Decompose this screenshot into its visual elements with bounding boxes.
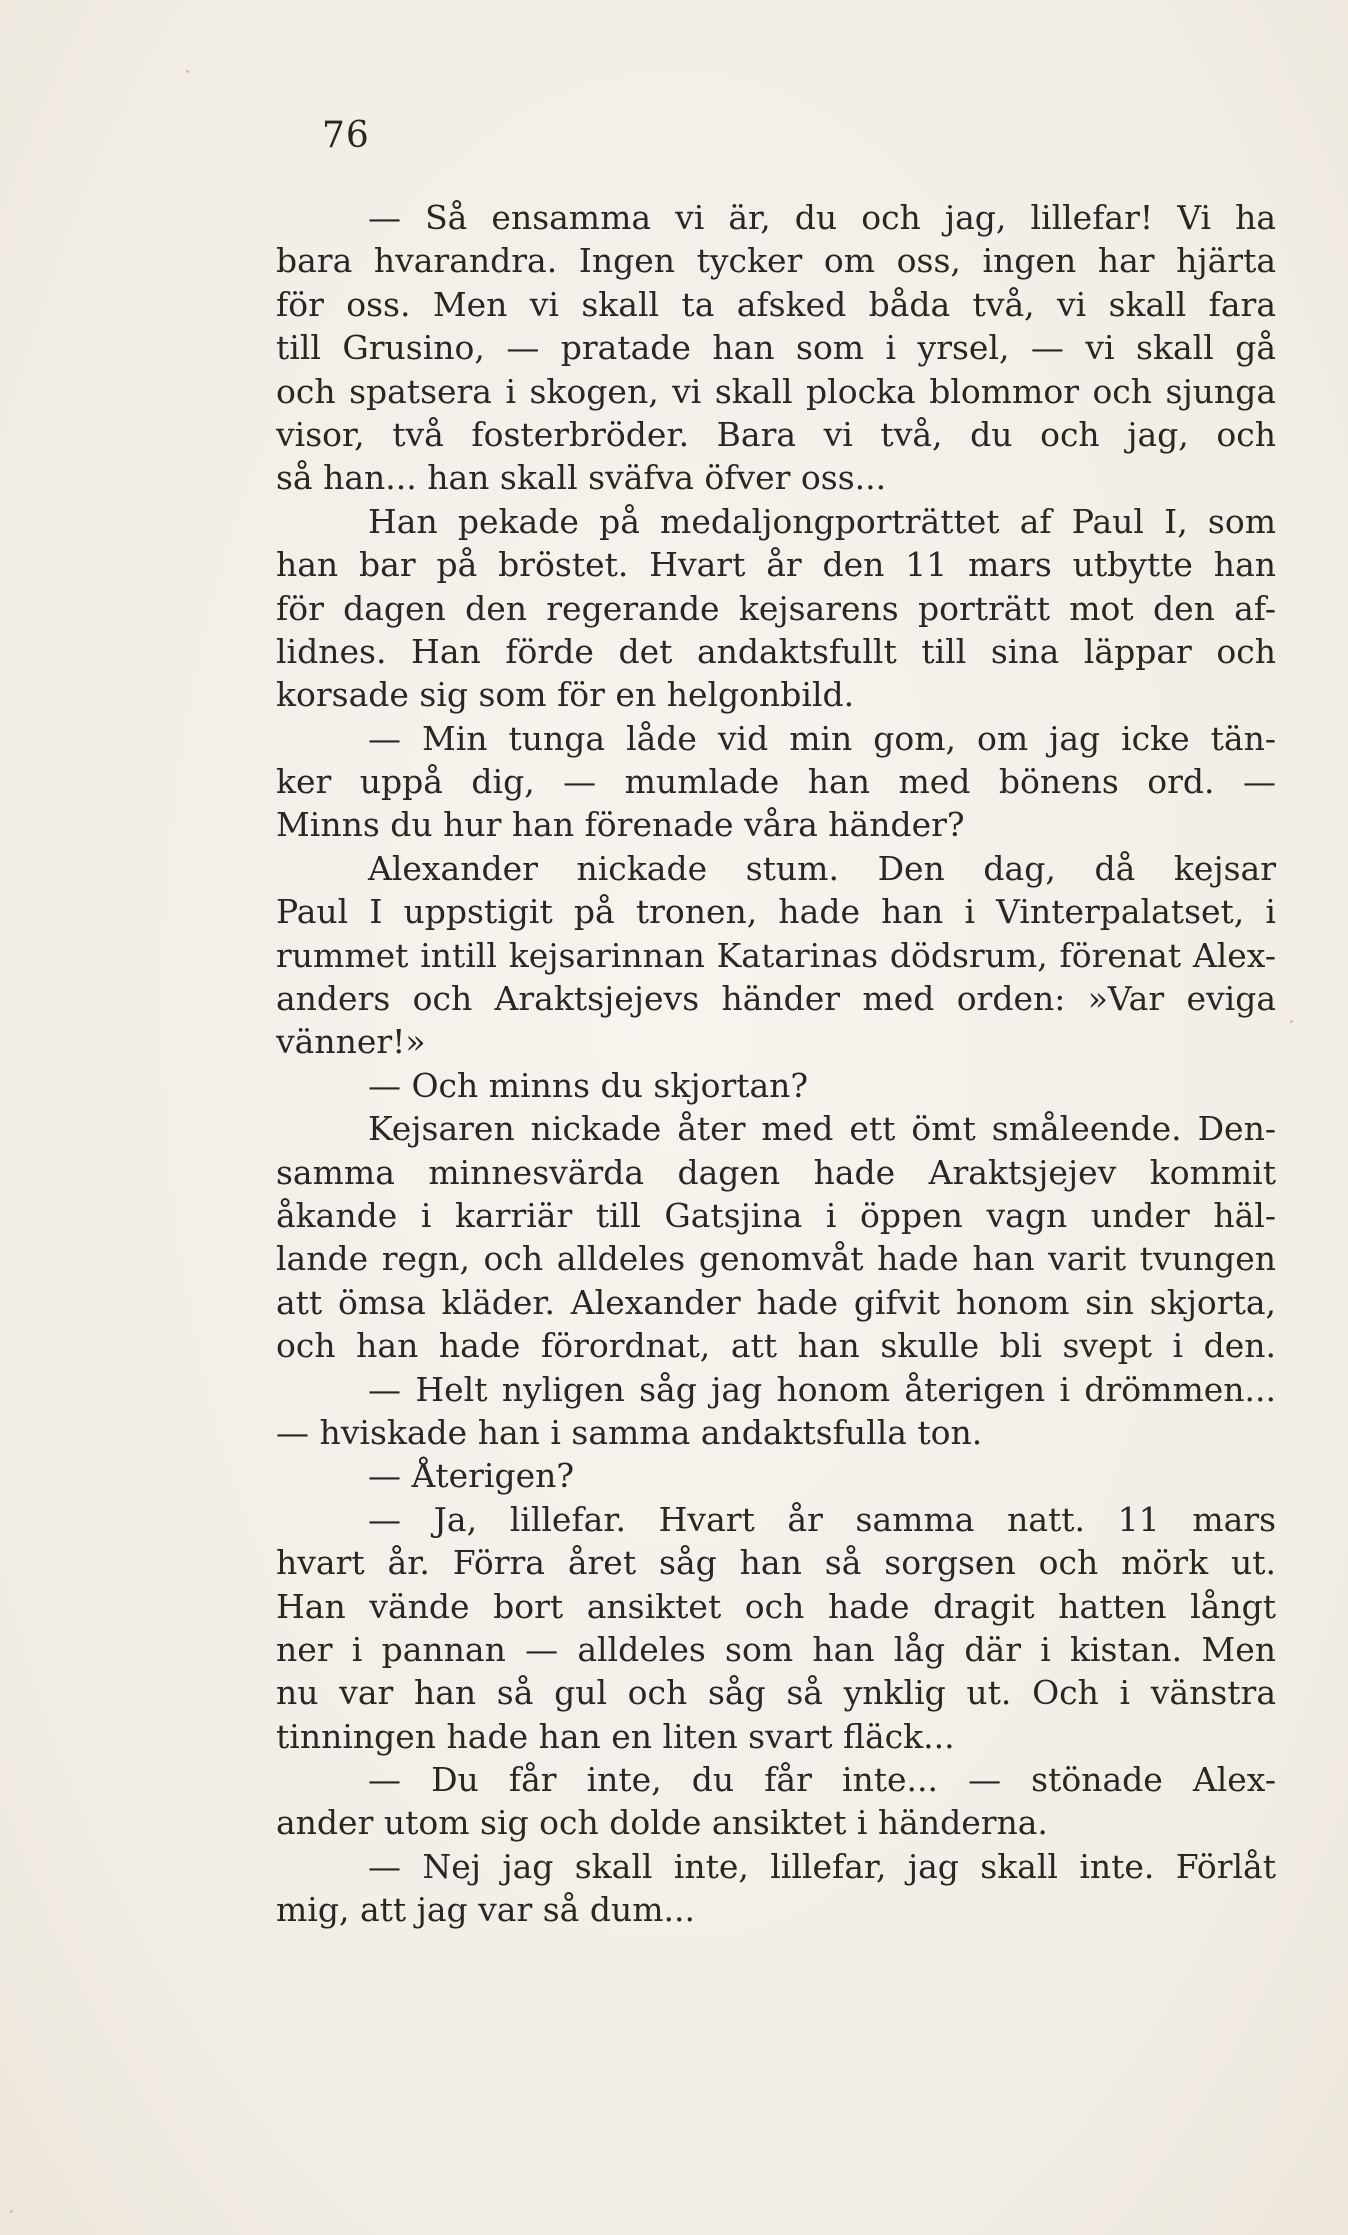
text-line: visor, två fosterbröder. Bara vi två, du och jag, och <box>276 414 1276 454</box>
text-line: hvart år. Förra året såg han så sorgsen och mörk ut. <box>276 1543 1276 1583</box>
text-line: mig, att jag var så dum... <box>276 1890 695 1930</box>
paper-speck <box>1290 1020 1293 1023</box>
text-line: vänner!» <box>276 1022 426 1062</box>
text-line: samma minnesvärda dagen hade Araktsjejev kommit <box>276 1152 1276 1192</box>
text-line: Han vände bort ansiktet och hade dragit hatten långt <box>276 1586 1276 1626</box>
text-line: Minns du hur han förenade våra händer? <box>276 805 965 845</box>
text-line: tinningen hade han en liten svart fläck... <box>276 1716 955 1756</box>
text-line: bara hvarandra. Ingen tycker om oss, ingen har hjärta <box>276 241 1276 281</box>
body-text <box>276 196 1276 1932</box>
paper-speck <box>186 70 189 73</box>
text-line: lidnes. Han förde det andaktsfullt till sina läppar och <box>276 631 1276 671</box>
text-line: anders och Araktsjejevs händer med orden: »Var eviga <box>276 979 1276 1019</box>
text-line: och han hade förordnat, att han skulle bli svept i den. <box>276 1326 1276 1366</box>
text-line: så han... han skall sväfva öfver oss... <box>276 458 887 498</box>
text-line: — Återigen? <box>368 1456 575 1496</box>
text-line: ander utom sig och dolde ansiktet i händerna. <box>276 1803 1048 1843</box>
text-line: Kejsaren nickade åter med ett ömt småleende. Den- <box>368 1109 1276 1149</box>
text-line: lande regn, och alldeles genomvåt hade han varit tvungen <box>276 1239 1276 1279</box>
text-line: — Så ensamma vi är, du och jag, lillefar! Vi ha <box>368 198 1276 237</box>
text-line: för dagen den regerande kejsarens porträtt mot den af- <box>276 588 1276 628</box>
text-line: och spatsera i skogen, vi skall plocka blommor och sjunga <box>276 371 1276 411</box>
text-line: åkande i karriär till Gatsjina i öppen vagn under häl- <box>276 1195 1276 1235</box>
paper-speck <box>10 2210 13 2213</box>
text-line: för oss. Men vi skall ta afsked båda två, vi skall fara <box>276 284 1276 324</box>
text-line: — Och minns du skjortan? <box>368 1065 809 1105</box>
text-line: — hviskade han i samma andaktsfulla ton. <box>276 1412 983 1452</box>
page-number: 76 <box>322 115 370 156</box>
text-line: ker uppå dig, — mumlade han med bönens ord. — <box>276 762 1276 802</box>
text-line: ner i pannan — alldeles som han låg där i kistan. Men <box>276 1629 1276 1669</box>
text-line: nu var han så gul och såg så ynklig ut. Och i vänstra <box>276 1673 1276 1713</box>
text-line: — Du får inte, du får inte... — stönade Alex- <box>368 1760 1276 1800</box>
text-line: rummet intill kejsarinnan Katarinas dödsrum, förenat Alex- <box>276 935 1276 975</box>
text-line: Alexander nickade stum. Den dag, då kejsar <box>368 848 1276 888</box>
text-line: Han pekade på medaljongporträttet af Paul I, som <box>368 501 1276 541</box>
text-line: att ömsa kläder. Alexander hade gifvit honom sin skjorta, <box>276 1282 1276 1322</box>
text-line: han bar på bröstet. Hvart år den 11 mars utbytte han <box>276 545 1276 585</box>
text-line: — Nej jag skall inte, lillefar, jag skall inte. Förlåt <box>368 1846 1276 1886</box>
text-line: — Min tunga låde vid min gom, om jag icke tän- <box>368 718 1276 758</box>
text-line: — Ja, lillefar. Hvart år samma natt. 11 mars <box>368 1499 1276 1539</box>
text-line: Paul I uppstigit på tronen, hade han i Vinterpalatset, i <box>276 892 1276 932</box>
text-line: till Grusino, — pratade han som i yrsel, — vi skall gå <box>276 328 1276 368</box>
text-line: — Helt nyligen såg jag honom återigen i drömmen... <box>368 1369 1276 1409</box>
text-line: korsade sig som för en helgonbild. <box>276 675 855 715</box>
